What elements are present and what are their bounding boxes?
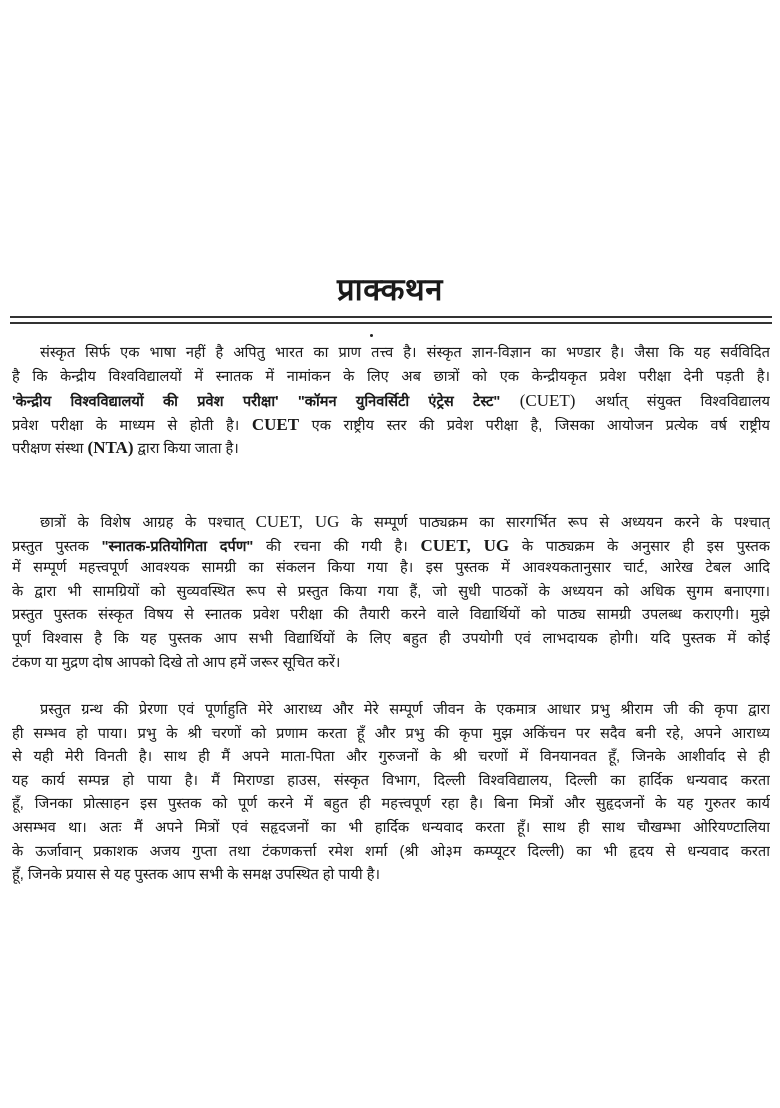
text-segment: द्वारा किया जाता है। [133,441,239,458]
text-line [12,342,770,366]
text-segment: छात्रों के विशेष आग्रह के पश्चात् [40,515,256,531]
text-segment: प्रवेश परीक्षा के माध्यम से होती है। [12,417,252,434]
text-segment: के पाठ्यक्रम के अनुसार ही इस पुस्तक [509,538,770,555]
text-segment: से यही मेरी विनती है। साथ ही मैं अपने माता-पिता और गुरुजनों के श्री चरणों में विनयानवत हूँ, जिनके आशीर्वाद से ही [12,749,770,766]
text-line [12,723,770,747]
text-line [12,864,770,888]
text-line [12,604,770,628]
text-line [12,534,770,558]
text-line [12,817,770,841]
title-divider-top [10,316,772,318]
bold-text: (NTA) [87,438,134,458]
text-segment: प्रस्तुत पुस्तक संस्कृत विषय से स्नातक प्रवेश परीक्षा की तैयारी करने वाले विद्यार्थियों को पाठ्य सामग्री उपलब्ध कराएगी। मुझे [12,607,770,624]
text-line [12,436,770,460]
text-segment: प्रस्तुत ग्रन्थ की प्रेरणा एवं पूर्णाहुति मेरे आराध्य और मेरे सम्पूर्ण जीवन के एकमात्र आधार प्रभु श्रीराम जी की कृपा द्वारा [40,702,770,718]
text-segment: असम्भव था। अतः मैं अपने मित्रों एवं सहृदजनों का भी हार्दिक धन्यवाद करता हूँ। साथ ही साथ चौखम्भा ओरियण्टालिया [12,819,770,836]
bold-text: CUET [251,414,300,434]
text-line [12,628,770,652]
text-line [12,581,770,605]
text-line [12,746,770,770]
text-segment: एक राष्ट्रीय स्तर की प्रवेश परीक्षा है, जिसका आयोजन प्रत्येक वर्ष राष्ट्रीय [299,417,770,434]
text-segment: टंकण या मुद्रण दोष आपको दिखे तो आप हमें जरूर सूचित करें। [12,654,341,671]
bold-text: 'केन्द्रीय विश्वविद्यालयों की प्रवेश परीक्षा' "कॉमन युनिवर्सिटी एंट्रेस टेस्ट" [12,394,501,411]
title-divider-bottom [10,322,772,324]
text-segment: के सम्पूर्ण पाठ्यक्रम का सारगर्भित रूप से अध्ययन करने के पश्चात् [339,515,770,531]
text-segment: के द्वारा भी सामग्रियों को सुव्यवस्थित रूप से प्रस्तुत किया गया हैं, जो सुधी पाठकों के अध्ययन को अधिक सुगम बनाएगा। [12,583,770,600]
text-segment: CUET, UG [255,512,340,531]
text-line [12,652,770,676]
text-segment: हूँ, जिनके प्रयास से यह पुस्तक आप सभी के समक्ष उपस्थित हो पायी है। [12,867,381,884]
text-line [12,841,770,865]
text-line [12,793,770,817]
text-segment: हूँ, जिनका प्रोत्साहन इस पुस्तक को पूर्ण करने में बहुत ही महत्त्वपूर्ण रहा है। बिना मित्रों और सुहृदजनों के यह गुरुतर कार्य [12,796,770,813]
text-segment: पूर्ण विश्वास है कि यह पुस्तक आप सभी विद्यार्थियों के लिए बहुत ही उपयोगी एवं लाभदायक होगी। यदि पुस्तक में कोई [12,630,770,647]
text-segment: की रचना की गयी है। [253,538,421,555]
text-segment: ही सम्भव हो पाया। प्रभु के श्री चरणों को प्रणाम करता हूँ और प्रभु की कृपा मुझ अकिंचन पर सदैव बनी रहे, अपने आराध्य [12,725,770,742]
text-segment: है कि केन्द्रीय विश्वविद्यालयों में स्नातक में नामांकन के लिए अब छात्रों को एक केन्द्रीयकृत प्रवेश परीक्षा देनी पड़ती है। [12,368,770,385]
text-line [12,557,770,581]
text-segment: परीक्षण संस्था [12,441,88,458]
text-segment: के ऊर्जावान् प्रकाशक अजय गुप्ता तथा टंकणकर्त्ता रमेश शर्मा (श्री ओ३म कम्प्यूटर दिल्ली) का भी हृदय से धन्यवाद करता [12,843,770,860]
bold-text: "स्नातक-प्रतियोगिता दर्पण" [101,538,254,555]
text-segment: यह कार्य सम्पन्न हो पाया है। मैं मिराण्डा हाउस, संस्कृत विभाग, दिल्ली विश्वविद्यालय, दिल्ली का हार्दिक धन्यवाद करता [12,772,770,789]
text-segment: प्रस्तुत पुस्तक [12,538,102,555]
text-line [12,413,770,437]
text-line [12,366,770,390]
text-segment: संस्कृत सिर्फ एक भाषा नहीं है अपितु भारत का प्राण तत्त्व है। संस्कृत ज्ञान-विज्ञान का भण्डार है। जैसा कि यह सर्वविदित [40,345,770,361]
text-line [12,389,770,413]
text-line [12,699,770,723]
text-segment: (CUET) [500,391,595,411]
paragraph-2 [12,510,770,675]
text-segment: में सम्पूर्ण महत्त्वपूर्ण आवश्यक सामग्री का संकलन किया गया है। इस पुस्तक में आवश्यकतानुसार चार्ट, आरेख टेबल आदि [12,560,770,577]
text-segment: अर्थात् संयुक्त विश्वविद्यालय [594,394,770,411]
text-line [12,510,770,534]
paragraph-3 [12,699,770,888]
bold-text: CUET, UG [420,535,510,555]
page-title: प्राक्कथन [337,272,443,307]
ornament-dot [370,334,373,337]
paragraph-1 [12,342,770,460]
text-line [12,770,770,794]
